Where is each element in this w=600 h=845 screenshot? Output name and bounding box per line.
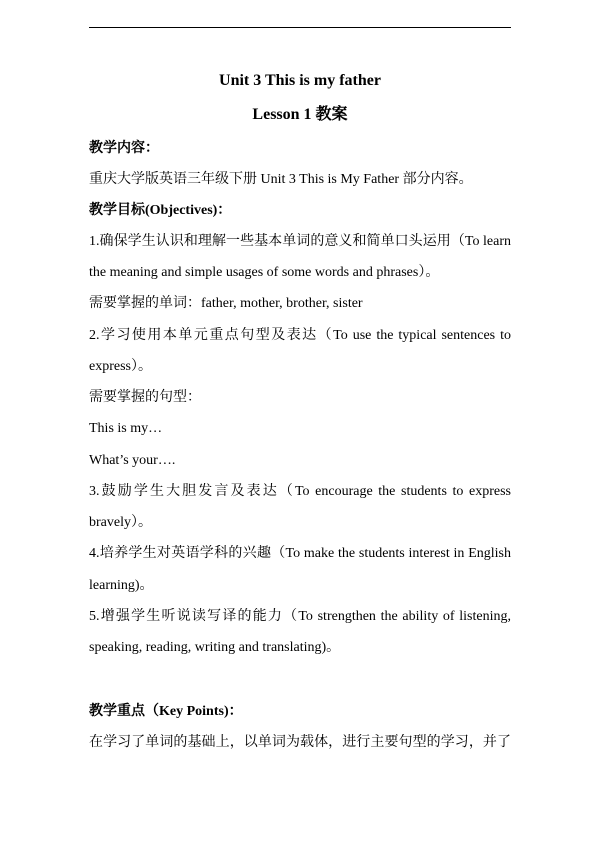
- sentence-1: This is my…: [89, 421, 163, 436]
- objective-3-line-2: bravely）。: [89, 515, 152, 530]
- section-heading-objectives: 教学目标(Objectives)：: [89, 203, 232, 218]
- objective-1-line-1: 1.确保学生认识和理解一些基本单词的意义和简单口头运用（To learn: [89, 234, 511, 249]
- objective-2-line-2: express）。: [89, 359, 152, 374]
- objective-4-line-2: learning)。: [89, 578, 154, 593]
- objective-5-line-2: speaking, reading, writing and translating)。: [89, 640, 341, 655]
- key-points-line-1: 在学习了单词的基础上，以单词为载体，进行主要句型的学习，并了: [89, 735, 511, 750]
- objective-1-line-2: the meaning and simple usages of some words and phrases）。: [89, 265, 440, 280]
- sentence-2: What’s your….: [89, 453, 176, 468]
- objective-3-line-1: 3.鼓励学生大胆发言及表达（To encourage the students to express: [89, 484, 511, 499]
- words-to-master: 需要掌握的单词：father, mother, brother, sister: [89, 296, 363, 311]
- content-text: 重庆大学版英语三年级下册 Unit 3 This is My Father 部分内容。: [89, 172, 473, 187]
- document-subtitle: Lesson 1 教案: [252, 106, 348, 123]
- objective-5-line-1: 5.增强学生听说读写译的能力（To strengthen the ability of listening,: [89, 609, 511, 624]
- objective-4-line-1: 4.培养学生对英语学科的兴趣（To make the students interest in English: [89, 546, 511, 561]
- document-title: Unit 3 This is my father: [219, 72, 381, 89]
- section-heading-key-points: 教学重点（Key Points)：: [89, 704, 243, 719]
- header-rule: [89, 27, 511, 28]
- objective-2-line-1: 2.学习使用本单元重点句型及表达（To use the typical sentences to: [89, 328, 511, 343]
- section-heading-content: 教学内容：: [89, 141, 159, 156]
- sentences-to-master-label: 需要掌握的句型：: [89, 390, 201, 405]
